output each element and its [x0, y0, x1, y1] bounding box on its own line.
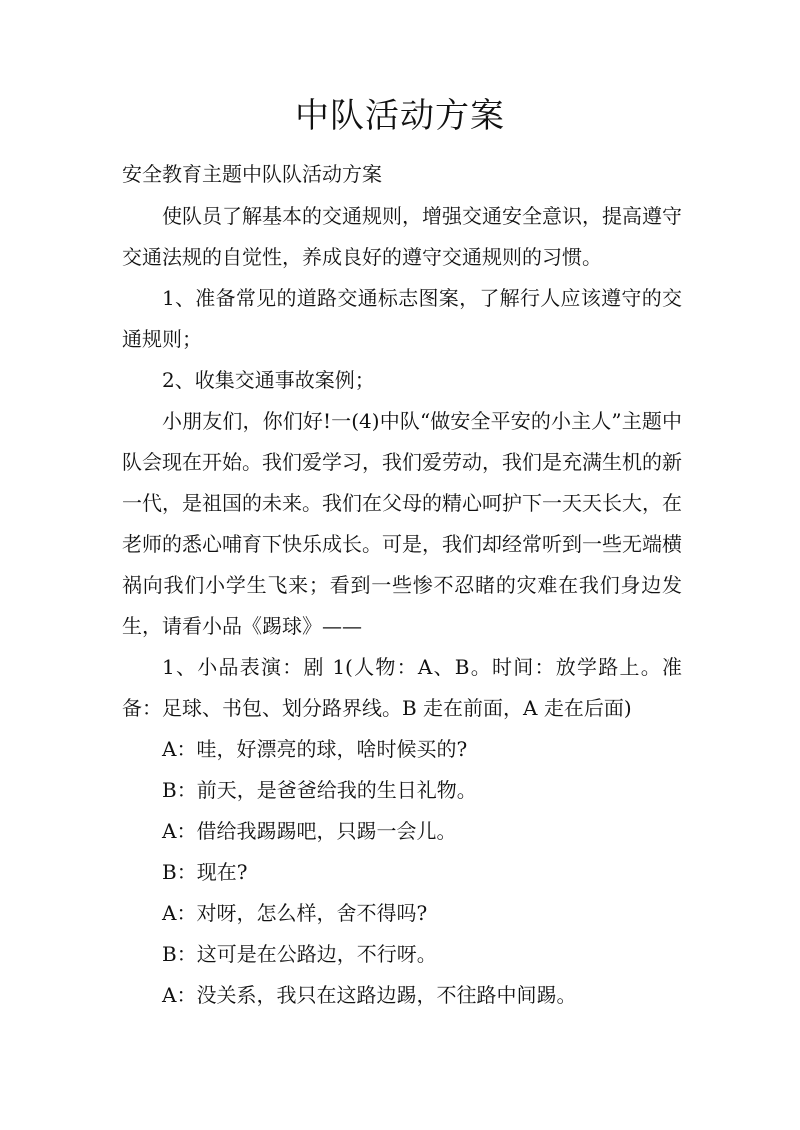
document-body — [122, 196, 682, 1016]
paragraph-preparation-1: 1、准备常见的道路交通标志图案，了解行人应该遵守的交通规则； — [122, 286, 682, 351]
dialogue-line: B：这可是在公路边，不行呀。 — [162, 942, 437, 966]
page-title: 中队活动方案 — [295, 96, 505, 136]
dialogue-line: B：现在? — [162, 860, 248, 884]
paragraph-objective: 使队员了解基本的交通规则，增强交通安全意识，提高遵守交通法规的自觉性，养成良好的遵守交通规则的习惯。 — [122, 204, 682, 269]
dialogue-line: A：借给我踢踢吧，只踢一会儿。 — [162, 819, 457, 843]
paragraph-skit-intro: 1、小品表演：剧 1(人物：A、B。时间：放学路上。准备：足球、书包、划分路界线。B 走在前面，A 走在后面) — [122, 655, 682, 720]
document-subtitle: 安全教育主题中队队活动方案 — [122, 162, 382, 186]
dialogue-line: A：哇，好漂亮的球，啥时候买的? — [162, 737, 468, 761]
dialogue-line: A：没关系，我只在这路边踢，不往路中间踢。 — [162, 983, 577, 1007]
dialogue-line: A：对呀，怎么样，舍不得吗? — [162, 901, 428, 925]
paragraph-opening-speech: 小朋友们，你们好!一(4)中队“做安全平安的小主人”主题中队会现在开始。我们爱学习，我们爱劳动，我们是充满生机的新一代，是祖国的未来。我们在父母的精心呵护下一天天长大，在老师的悉心哺育下快乐成长。可是，我们却经常听到一些无端横祸向我们小学生飞来；看到一些惨不忍睹的灾难在我们身边发生，请看小品《踢球》—— — [122, 409, 682, 638]
paragraph-preparation-2: 2、收集交通事故案例； — [162, 368, 375, 392]
dialogue-line: B：前天，是爸爸给我的生日礼物。 — [162, 778, 477, 802]
